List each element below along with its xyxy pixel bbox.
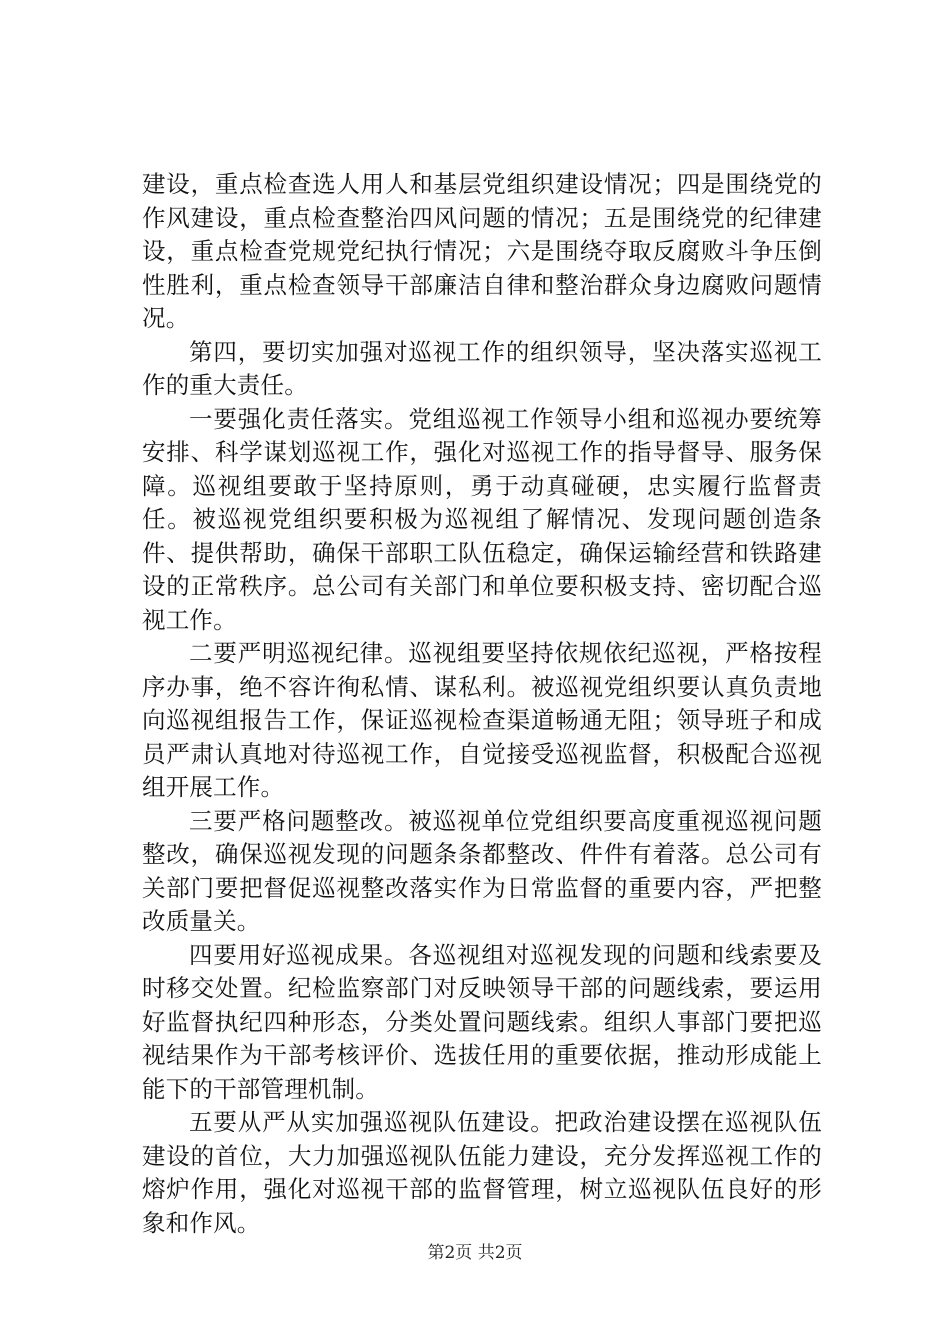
- paragraph-point-two: 二要严明巡视纪律。巡视组要坚持依规依纪巡视，严格按程序办事，绝不容许徇私情、谋私利。被巡视党组织要认真负责地向巡视组报告工作，保证巡视检查渠道畅通无阻；领导班子和成员严肃认真地对待巡视工作，自觉接受巡视监督，积极配合巡视组开展工作。: [142, 639, 822, 801]
- paragraph-section-four: 第四，要切实加强对巡视工作的组织领导，坚决落实巡视工作的重大责任。: [142, 337, 822, 399]
- document-body: [142, 168, 822, 1240]
- paragraph-point-three: 三要严格问题整改。被巡视单位党组织要高度重视巡视问题整改，确保巡视发现的问题条条都整改、件件有着落。总公司有关部门要把督促巡视整改落实作为日常监督的重要内容，严把整改质量关。: [142, 806, 822, 935]
- paragraph-point-five: 五要从严从实加强巡视队伍建设。把政治建设摆在巡视队伍建设的首位，大力加强巡视队伍能力建设，充分发挥巡视工作的熔炉作用，强化对巡视干部的监督管理，树立巡视队伍良好的形象和作风。: [142, 1108, 822, 1237]
- page-number: 第2页 共2页: [427, 1243, 523, 1263]
- paragraph-point-four: 四要用好巡视成果。各巡视组对巡视发现的问题和线索要及时移交处置。纪检监察部门对反映领导干部的问题线索，要运用好监督执纪四种形态，分类处置问题线索。组织人事部门要把巡视结果作为干部考核评价、选拔任用的重要依据，推动形成能上能下的干部管理机制。: [142, 940, 822, 1103]
- paragraph-continued: 建设，重点检查选人用人和基层党组织建设情况；四是围绕党的作风建设，重点检查整治四风问题的情况；五是围绕党的纪律建设，重点检查党规党纪执行情况；六是围绕夺取反腐败斗争压倒性胜利，重点检查领导干部廉洁自律和整治群众身边腐败问题情况。: [142, 170, 822, 332]
- paragraph-point-one: 一要强化责任落实。党组巡视工作领导小组和巡视办要统筹安排、科学谋划巡视工作，强化对巡视工作的指导督导、服务保障。巡视组要敢于坚持原则，勇于动真碰硬，忠实履行监督责任。被巡视党组织要积极为巡视组了解情况、发现问题创造条件、提供帮助，确保干部职工队伍稳定，确保运输经营和铁路建设的正常秩序。总公司有关部门和单位要积极支持、密切配合巡视工作。: [142, 404, 822, 634]
